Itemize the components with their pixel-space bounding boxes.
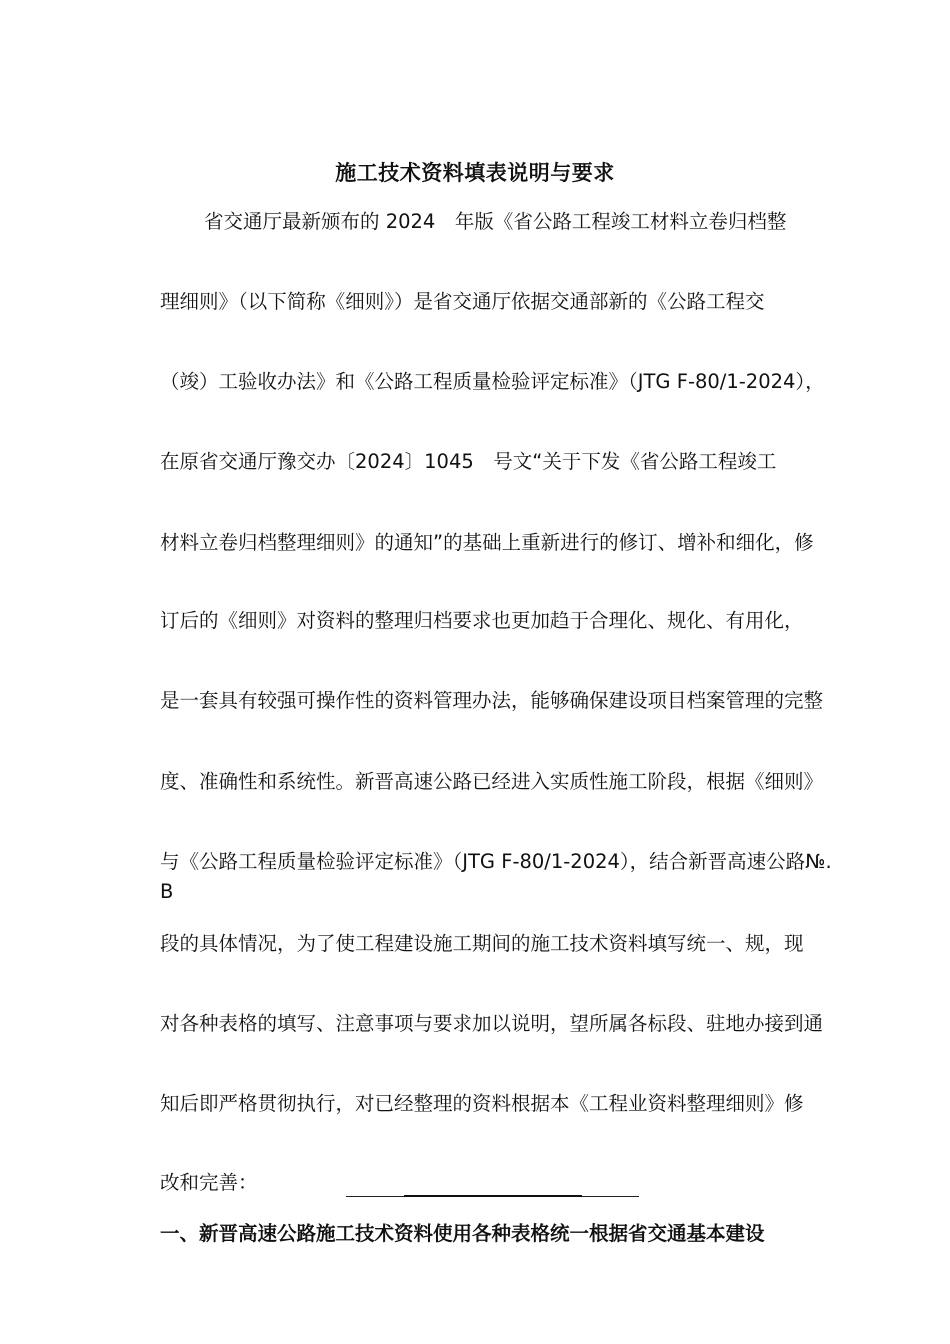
section-heading: 一、新晋高速公路施工技术资料使用各种表格统一根据省交通基本建设 [160,1222,765,1245]
document-title: 施工技术资料填表说明与要求 [335,161,615,185]
paragraph-line-4: 在原省交通厅豫交办〔2024〕1045 号文“关于下发《省公路工程竣工 [160,450,777,473]
paragraph-line-10: 段的具体情况，为了使工程建设施工期间的施工技术资料填写统一、规，现 [160,932,804,955]
horizontal-rule-emphasis [404,1195,582,1197]
paragraph-line-13: 改和完善： [160,1171,258,1194]
paragraph-line-8: 度、准确性和系统性。新晋高速公路已经进入实质性施工阶段，根据《细则》 [160,770,824,793]
paragraph-line-6: 订后的《细则》对资料的整理归档要求也更加趋于合理化、规化、有用化， [160,609,804,632]
paragraph-line-11: 对各种表格的填写、注意事项与要求加以说明，望所属各标段、驻地办接到通 [160,1012,824,1035]
paragraph-line-7: 是一套具有较强可操作性的资料管理办法，能够确保建设项目档案管理的完整 [160,689,824,712]
paragraph-line-3: （竣）工验收办法》和《公路工程质量检验评定标准》（JTG F-80/1-2024）， [160,370,825,393]
paragraph-line-5: 材料立卷归档整理细则》的通知”的基础上重新进行的修订、增补和细化，修 [160,531,814,554]
paragraph-line-2: 理细则》（以下简称《细则》）是省交通厅依据交通部新的《公路工程交 [160,290,765,313]
paragraph-line-12: 知后即严格贯彻执行，对已经整理的资料根据本《工程业资料整理细则》修 [160,1092,804,1115]
paragraph-line-9: 与《公路工程质量检验评定标准》（JTG F-80/1-2024），结合新晋高速公路№.B [160,850,832,903]
paragraph-line-1: 省交通厅最新颁布的 2024 年版《省公路工程竣工材料立卷归档整 [204,210,787,233]
